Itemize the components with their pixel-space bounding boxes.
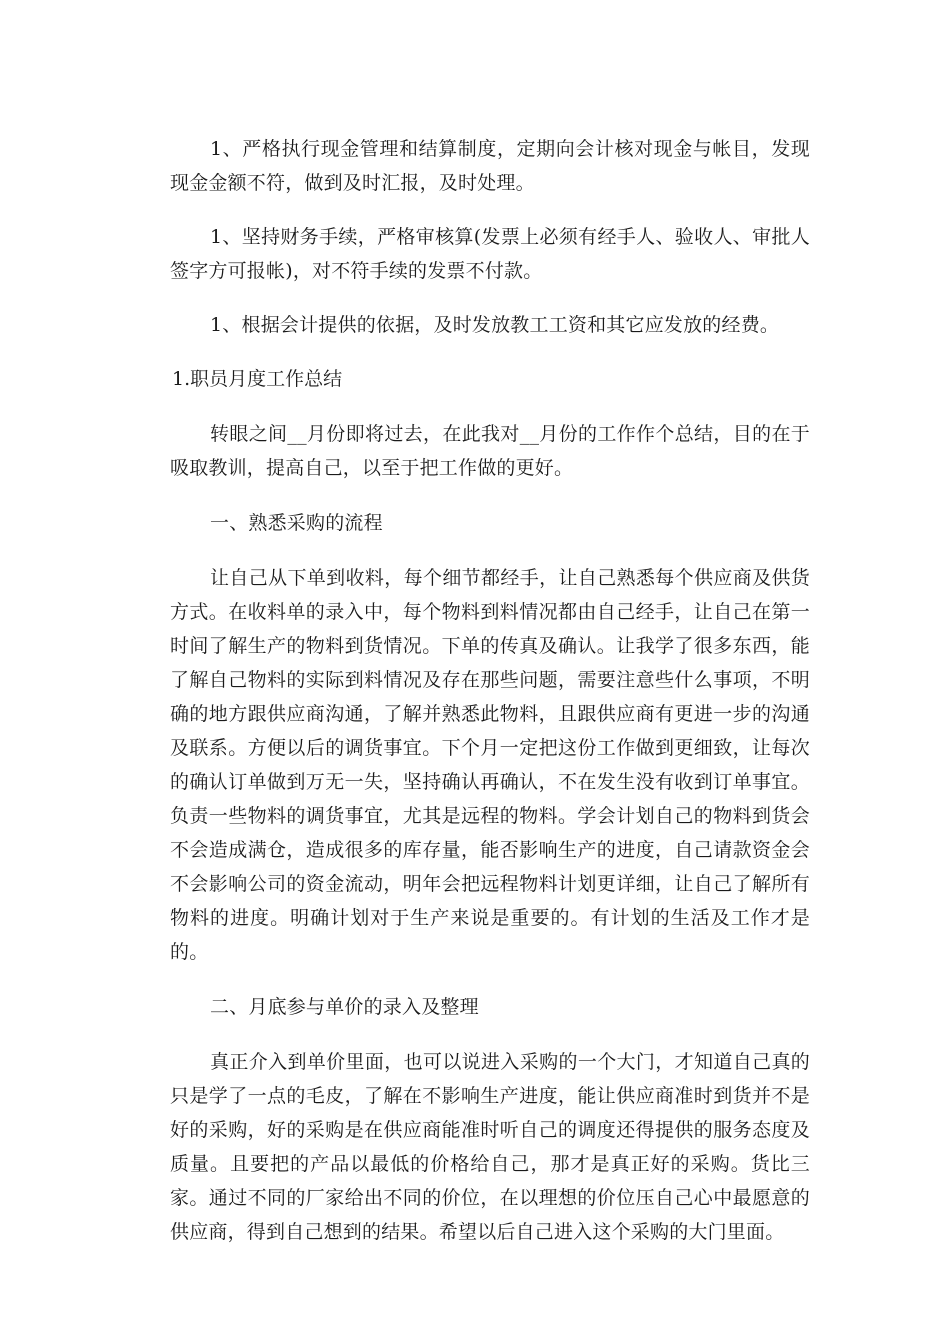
paragraph-unit-price: 真正介入到单价里面，也可以说进入采购的一个大门，才知道自己真的只是学了一点的毛皮，了解在不影响生产进度，能让供应商准时到货并不是好的采购，好的采购是在供应商能准时听自己的调度还得提供的服务态度及质量。且要把的产品以最低的价格给自己，那才是真正好的采购。货比三家。通过不同的厂家给出不同的价位，在以理想的价位压自己心中最愿意的供应商，得到自己想到的结果。希望以后自己进入这个采购的大门里面。 [170, 1051, 810, 1243]
paragraph-gap [170, 969, 810, 990]
subheading-procurement-process: 一、熟悉采购的流程 [210, 512, 383, 534]
paragraph-gap [170, 396, 810, 417]
paragraph-gap [170, 288, 810, 308]
paragraph-payroll: 1、根据会计提供的依据，及时发放教工工资和其它应发放的经费。 [210, 314, 780, 336]
document-body [170, 132, 810, 1249]
paragraph-gap [170, 485, 810, 506]
subheading-unit-price: 二、月底参与单价的录入及整理 [210, 996, 479, 1018]
paragraph-gap [170, 342, 810, 362]
paragraph-intro: 转眼之间__月份即将过去，在此我对__月份的工作作个总结，目的在于吸取教训，提高自己，以至于把工作做的更好。 [170, 423, 810, 479]
paragraph-finance-procedures: 1、坚持财务手续，严格审核算(发票上必须有经手人、验收人、审批人签字方可报帐)，对不符手续的发票不付款。 [170, 226, 810, 282]
paragraph-gap [170, 1024, 810, 1045]
paragraph-gap [170, 200, 810, 220]
paragraph-procurement-process: 让自己从下单到收料，每个细节都经手，让自己熟悉每个供应商及供货方式。在收料单的录入中，每个物料到料情况都由自己经手，让自己在第一时间了解生产的物料到货情况。下单的传真及确认。让我学了很多东西，能了解自己物料的实际到料情况及存在那些问题，需要注意些什么事项，不明确的地方跟供应商沟通，了解并熟悉此物料，且跟供应商有更进一步的沟通及联系。方便以后的调货事宜。下个月一定把这份工作做到更细致，让每次的确认订单做到万无一失，坚持确认再确认，不在发生没有收到订单事宜。负责一些物料的调货事宜，尤其是远程的物料。学会计划自己的物料到货会不会造成满仓，造成很多的库存量，能否影响生产的进度，自己请款资金会不会影响公司的资金流动，明年会把远程物料计划更详细，让自己了解所有物料的进度。明确计划对于生产来说是重要的。有计划的生活及工作才是的。 [170, 567, 810, 963]
section-heading: 1.职员月度工作总结 [172, 368, 343, 390]
paragraph-gap [170, 540, 810, 561]
paragraph-cash-management: 1、严格执行现金管理和结算制度，定期向会计核对现金与帐目，发现现金金额不符，做到及时汇报，及时处理。 [170, 138, 810, 194]
